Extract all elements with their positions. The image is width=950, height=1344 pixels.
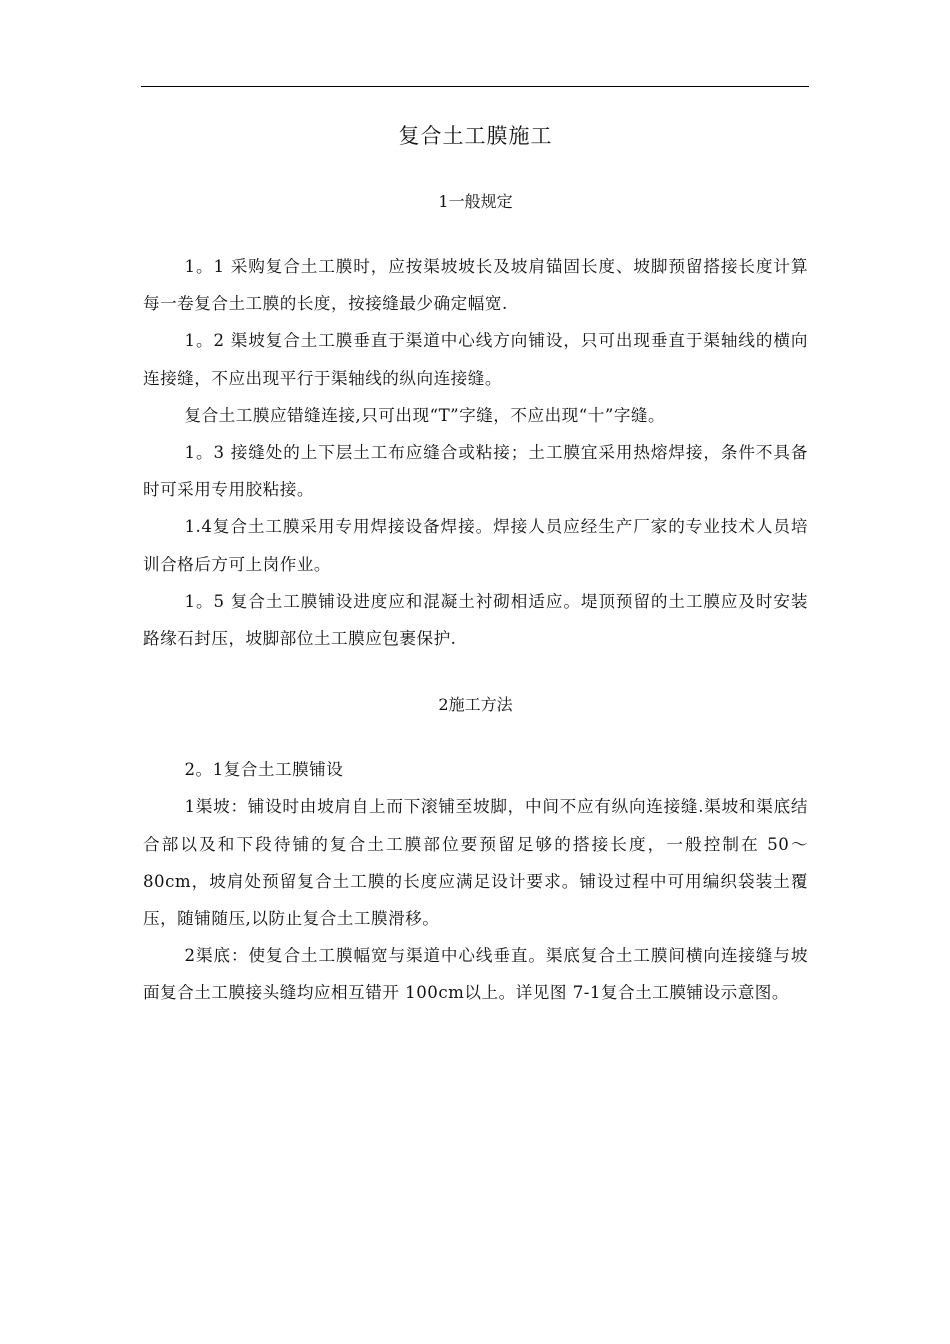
paragraph: 1。2 渠坡复合土工膜垂直于渠道中心线方向铺设，只可出现垂直于渠轴线的横向连接缝，不应出现平行于渠轴线的纵向连接缝。	[143, 331, 808, 388]
paragraph: 1。3 接缝处的上下层土工布应缝合或粘接；土工膜宜采用热熔焊接，条件不具备时可采用专用胶粘接。	[143, 443, 808, 500]
paragraph: 1。1 采购复合土工膜时，应按渠坡坡长及坡肩锚固长度、坡脚预留搭接长度计算每一卷复合土工膜的长度，按接缝最少确定幅宽.	[143, 257, 808, 314]
document-body	[143, 116, 808, 1012]
paragraph: 1渠坡：铺设时由坡肩自上而下滚铺至坡脚，中间不应有纵向连接缝.渠坡和渠底结合部以及和下段待铺的复合土工膜部位要预留足够的搭接长度，一般控制在 50～80cm，坡肩处预留复合土工膜的长度应满足设计要求。铺设过程中可用编织袋装土覆压，随铺随压,以防止复合土工膜滑移。	[143, 797, 808, 929]
paragraph: 1。5 复合土工膜铺设进度应和混凝土衬砌相适应。堤顶预留的土工膜应及时安装路缘石封压，坡脚部位土工膜应包裹保护.	[143, 591, 808, 649]
section-heading-general-rules: 1一般规定	[438, 192, 513, 211]
header-rule	[141, 86, 809, 87]
paragraph: 复合土工膜应错缝连接,只可出现“T”字缝，不应出现“十”字缝。	[184, 405, 666, 425]
subsection-heading: 2。1复合土工膜铺设	[184, 760, 344, 780]
paragraph: 2渠底：使复合土工膜幅宽与渠道中心线垂直。渠底复合土工膜间横向连接缝与坡面复合土工膜接头缝均应相互错开 100cm以上。详见图 7-1复合土工膜铺设示意图。	[143, 946, 808, 1003]
document-title: 复合土工膜施工	[398, 124, 553, 148]
paragraph: 1.4复合土工膜采用专用焊接设备焊接。焊接人员应经生产厂家的专业技术人员培训合格后方可上岗作业。	[143, 517, 808, 574]
section-heading-construction-method: 2施工方法	[438, 695, 513, 715]
